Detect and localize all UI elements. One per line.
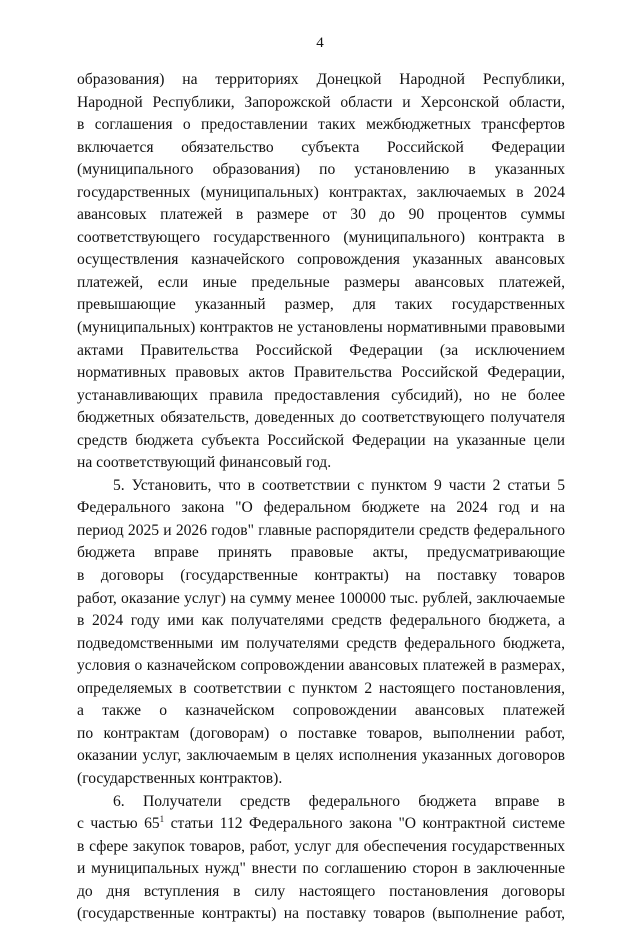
text-run: (муниципальных) контрактов не установлены нормативными правовыми [77, 319, 565, 337]
text-run: государственных (муниципальных) контрактах, заключаемых в 2024 [77, 183, 565, 201]
text-line [77, 610, 565, 633]
text-line [77, 565, 565, 588]
text-line [77, 655, 565, 678]
text-line [77, 836, 565, 859]
text-run: авансовых платежей в размере от 30 до 90 процентов суммы [77, 206, 565, 224]
text-run: по контрактам (договорам) о поставке товаров, выполнении работ, [77, 724, 565, 742]
text-line [77, 294, 565, 317]
text-line [77, 227, 565, 250]
text-line [77, 745, 565, 768]
text-line [77, 159, 565, 182]
text-run: в 2024 году ими как получателями средств федерального бюджета, а [77, 612, 565, 630]
text-run: а также о казначейском сопровождении авансовых платежей [77, 702, 565, 720]
text-line [77, 700, 565, 723]
text-line [77, 69, 565, 92]
text-line [77, 182, 565, 205]
superscript: 1 [159, 813, 165, 824]
text-run: превышающие указанный размер, для таких государственных [77, 296, 565, 314]
text-run: 6. Получатели средств федерального бюджета вправе в [113, 792, 565, 810]
text-run: определяемых в соответствии с пунктом 2 настоящего постановления, [77, 679, 565, 697]
text-run: включается обязательство субъекта Российской Федерации [77, 138, 565, 156]
text-line [77, 768, 565, 791]
text-line [77, 588, 565, 611]
text-run: осуществления казначейского сопровождения указанных авансовых [77, 251, 565, 269]
paragraph-p-5 [77, 475, 565, 791]
text-line [77, 114, 565, 137]
text-run: устанавливающих правила предоставления субсидий), но не более [77, 386, 565, 404]
document-body [77, 69, 565, 926]
text-run: период 2025 и 2026 годов" главные распорядители средств федерального [77, 521, 565, 539]
paragraph-p-cont [77, 69, 565, 475]
text-run: нормативных правовых актов Правительства Российской Федерации, [77, 364, 565, 382]
text-run: (муниципального образования) по установлению в указанных [77, 161, 565, 179]
text-line [77, 137, 565, 160]
text-line [77, 204, 565, 227]
text-run: оказании услуг, заключаемым в целях исполнения указанных договоров [77, 747, 565, 765]
page-number: 4 [316, 35, 324, 51]
text-line [77, 249, 565, 272]
text-run: условия о казначейском сопровождении авансовых платежей в размерах, [77, 657, 565, 675]
text-line [77, 520, 565, 543]
paragraph-p-6 [77, 791, 565, 926]
text-run: подведомственными им получателями средств федерального бюджета, [77, 634, 565, 652]
text-run: средств бюджета субъекта Российской Федерации на указанные цели [77, 431, 565, 449]
text-run: в соглашения о предоставлении таких межбюджетных трансфертов [77, 116, 565, 134]
text-run: Народной Республики, Запорожской области и Херсонской области, [77, 93, 565, 111]
text-line [77, 497, 565, 520]
text-run: до дня вступления в силу настоящего постановления договоры [77, 882, 565, 900]
text-line [77, 813, 565, 836]
text-line [77, 317, 565, 340]
text-line [77, 881, 565, 904]
text-line [77, 542, 565, 565]
text-run: статьи 112 Федерального закона "О контрактной системе [164, 815, 565, 833]
text-run: бюджета вправе принять правовые акты, предусматривающие [77, 544, 565, 562]
text-line [77, 430, 565, 453]
text-run: 5. Установить, что в соответствии с пунктом 9 части 2 статьи 5 [113, 476, 565, 494]
text-line [77, 340, 565, 363]
text-run: на соответствующий финансовый год. [77, 454, 332, 472]
text-line [77, 633, 565, 656]
text-run: Федерального закона "О федеральном бюджете на 2024 год и на [77, 499, 565, 517]
text-run: бюджетных обязательств, доведенных до соответствующего получателя [77, 409, 565, 427]
text-line [77, 858, 565, 881]
text-run: в договоры (государственные контракты) на поставку товаров [77, 567, 565, 585]
text-run: с частью 65 [77, 815, 160, 833]
text-line [77, 903, 565, 926]
text-run: (государственных контрактов). [77, 769, 283, 787]
text-line [77, 791, 565, 814]
text-run: актами Правительства Российской Федерации (за исключением [77, 341, 565, 359]
text-run: работ, оказание услуг) на сумму менее 100000 тыс. рублей, заключаемые [77, 589, 565, 607]
text-line [77, 385, 565, 408]
text-run: платежей, если иные предельные размеры авансовых платежей, [77, 273, 565, 291]
text-run: и муниципальных нужд" внести по соглашению сторон в заключенные [77, 860, 565, 878]
text-line [77, 362, 565, 385]
text-line [77, 678, 565, 701]
text-line [77, 407, 565, 430]
text-line [77, 272, 565, 295]
text-line [77, 723, 565, 746]
text-line [77, 92, 565, 115]
text-run: в сфере закупок товаров, работ, услуг для обеспечения государственных [77, 837, 565, 855]
text-run: соответствующего государственного (муниципального) контракта в [77, 228, 565, 246]
text-run: (государственные контракты) на поставку товаров (выполнение работ, [77, 905, 565, 923]
text-line [77, 452, 565, 475]
text-line [77, 475, 565, 498]
text-run: образования) на территориях Донецкой Народной Республики, [77, 71, 565, 88]
